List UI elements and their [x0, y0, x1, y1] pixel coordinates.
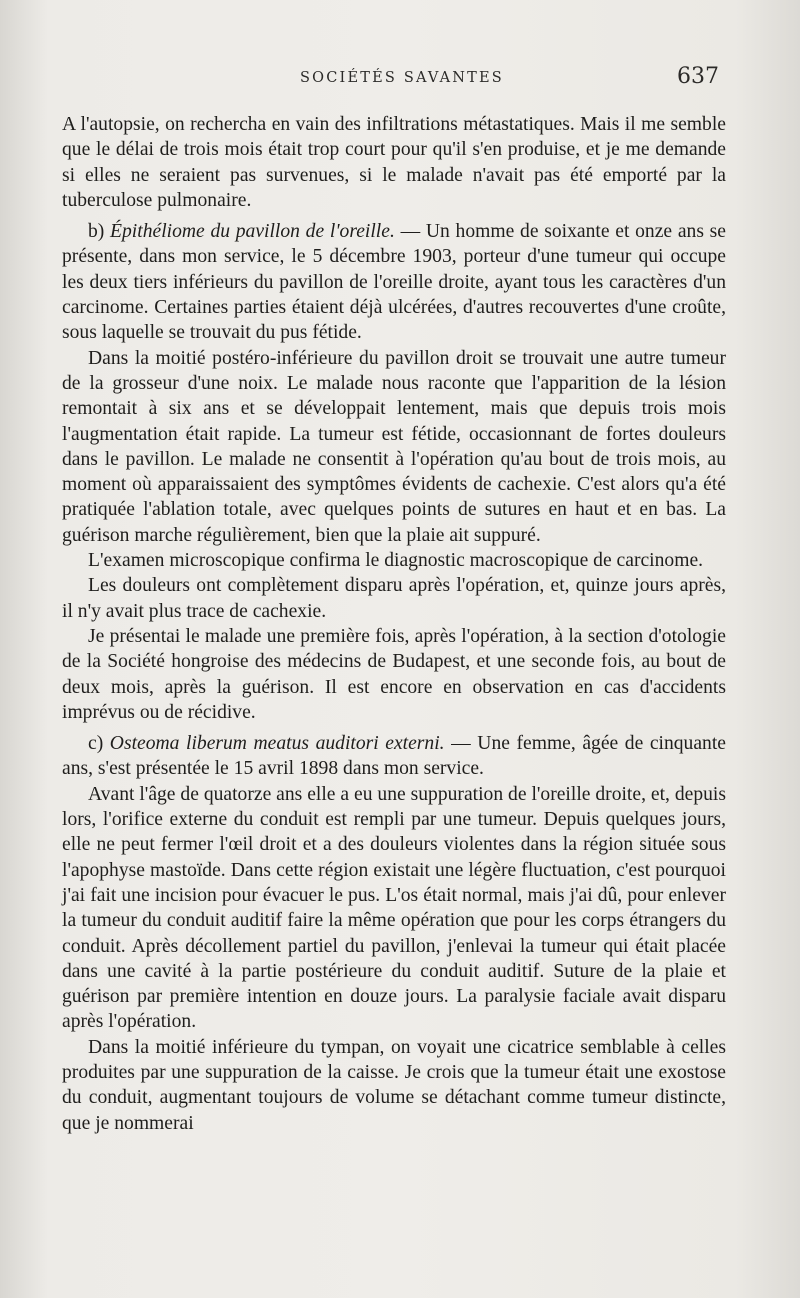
section-c-text: — Une femme, âgée de cinquante ans, s'est présentée le 15 avril 1898 dans mon service.: [62, 733, 726, 780]
body-text: [62, 112, 726, 1136]
running-title: SOCIÉTÉS SAVANTES: [300, 70, 504, 86]
section-b-label: b): [88, 221, 105, 243]
page-number: 637: [677, 64, 719, 89]
paragraph-presentai: Je présentai le malade une première fois, après l'opération, à la section d'otologie de la Société hongroise des médecins de Budapest, et une seconde fois, au bout de deux mois, après la guérison. Il est encore en observation en cas d'accidents imprévus ou de récidive.: [62, 625, 726, 723]
paragraph-tympan: Dans la moitié inférieure du tympan, on voyait une cicatrice semblable à celles produites par une suppuration de la caisse. Je crois que la tumeur était une exostose du conduit, augmentant toujours de volume se détachant comme tumeur distincte, que je nommerai: [62, 1036, 726, 1134]
section-c-title: Osteoma liberum meatus auditori externi.: [109, 733, 445, 755]
paragraph-section-c: [62, 731, 726, 782]
paragraph-autopsie: A l'autopsie, on rechercha en vain des infiltrations métastatiques. Mais il me semble que le délai de trois mois était trop court pour qu'il s'en produise, et je me demande si elles ne seraient pas survenues, si le malade n'avait pas été emporté par la tuberculose pulmonaire.: [62, 114, 726, 211]
paragraph-moitie-posterieure: Dans la moitié postéro-inférieure du pavillon droit se trouvait une autre tumeur de la grosseur d'une noix. Le malade nous raconte que l'apparition de la lésion remontait à six ans et se développait lentement, mais que depuis trois mois l'augmentation était rapide. La tumeur est fétide, occasionnant de fortes douleurs dans le pavillon. Le malade ne consentit à l'opération qu'au bout de trois mois, au moment où apparaissaient des symptômes évidents de cachexie. C'est alors qu'a été pratiquée l'ablation totale, avec quelques points de sutures en haut et en bas. La guérison marche régulièrement, bien que la plaie ait suppuré.: [62, 347, 726, 546]
running-head: [0, 64, 800, 94]
paragraph-section-b: [62, 219, 726, 345]
paragraph-douleurs: Les douleurs ont complètement disparu après l'opération, et, quinze jours après, il n'y avait plus trace de cachexie.: [62, 575, 726, 622]
section-c-label: c): [88, 733, 104, 755]
section-b-text: — Un homme de soixante et onze ans se présente, dans mon service, le 5 décembre 1903, porteur d'une tumeur qui occupe les deux tiers inférieurs du pavillon de l'oreille droite, ayant tous les caractères d'un carcinome. Certaines parties étaient déjà ulcérées, d'autres recouvertes d'une croûte, sous laquelle se trouvait du pus fétide.: [62, 221, 726, 344]
paragraph-avant-age: Avant l'âge de quatorze ans elle a eu une suppuration de l'oreille droite, et, depuis lors, l'orifice externe du conduit est rempli par une tumeur. Depuis quelques jours, elle ne peut fermer l'œil droit et a des douleurs violentes dans la région située sous l'apophyse mastoïde. Dans cette région existait une légère fluctuation, c'est pourquoi j'ai fait une incision pour évacuer le pus. L'os était normal, mais j'ai dû, pour enlever la tumeur du conduit auditif faire la même opération que pour les corps étrangers du conduit. Après décollement partiel du pavillon, j'enlevai la tumeur qui était placée dans une cavité à la partie postérieure du conduit auditif. Suture de la plaie et guérison par première intention en douze jours. La paralysie faciale avait disparu après l'opération.: [62, 783, 726, 1033]
paragraph-examen: L'examen microscopique confirma le diagnostic macroscopique de carcinome.: [88, 550, 704, 572]
section-b-title: Épithéliome du pavillon de l'oreille.: [110, 221, 395, 243]
